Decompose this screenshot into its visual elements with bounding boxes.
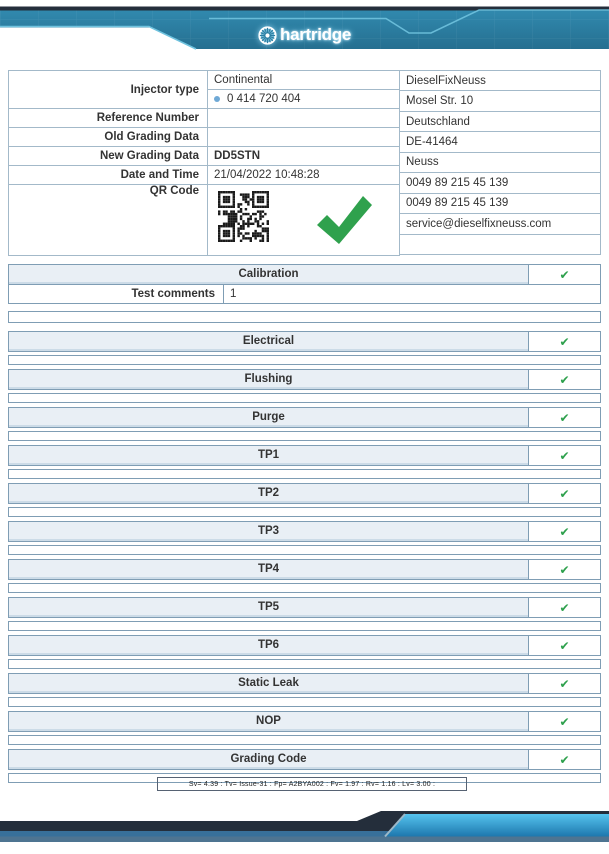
section-nop (8, 711, 601, 732)
section-spacer-strip (8, 659, 601, 669)
table-row (400, 152, 601, 172)
section-spacer-strip (8, 393, 601, 403)
injector-part-value: 0 414 720 404 (227, 93, 301, 105)
section-title: Purge (9, 408, 529, 427)
new-grading-value: DD5STN (208, 147, 400, 166)
datetime-value: 21/04/2022 10:48:28 (208, 166, 400, 185)
check-icon: ✔ (559, 676, 570, 691)
wheel-icon (258, 26, 277, 45)
section-title: Grading Code (9, 750, 529, 769)
section-tp2 (8, 483, 601, 504)
section-title: NOP (9, 712, 529, 731)
customer-info-table (400, 70, 601, 255)
check-icon: ✔ (559, 267, 570, 282)
section-title: TP4 (9, 560, 529, 579)
table-row (9, 147, 400, 166)
section-title: Calibration (9, 265, 529, 284)
table-row (400, 91, 601, 111)
table-row (9, 71, 400, 90)
check-icon: ✔ (559, 638, 570, 653)
section-tp3 (8, 521, 601, 542)
section-spacer-strip (8, 621, 601, 631)
check-icon: ✔ (559, 448, 570, 463)
brand-text: hartridge (280, 25, 351, 44)
bullet-dot-icon (214, 96, 220, 102)
table-row (400, 132, 601, 152)
section-title: TP1 (9, 446, 529, 465)
brand-logo (0, 25, 609, 45)
test-comments-row (9, 284, 600, 303)
section-spacer-strip (8, 735, 601, 745)
table-row (9, 128, 400, 147)
customer-phone-2: 0049 89 215 45 139 (400, 193, 601, 213)
table-row (400, 71, 601, 91)
section-title: TP2 (9, 484, 529, 503)
section-spacer-strip (8, 431, 601, 441)
check-icon: ✔ (559, 562, 570, 577)
section-static-leak (8, 673, 601, 694)
test-sections (8, 264, 601, 787)
check-icon: ✔ (559, 752, 570, 767)
customer-phone-1: 0049 89 215 45 139 (400, 173, 601, 193)
bottom-banner-graphic (0, 800, 609, 849)
test-comments-value: 1 (230, 288, 237, 300)
qr-code-label: QR Code (9, 185, 208, 256)
check-icon: ✔ (559, 372, 570, 387)
section-title: TP3 (9, 522, 529, 541)
injector-info-table (8, 70, 601, 255)
table-row (400, 234, 601, 255)
section-spacer-strip (8, 355, 601, 365)
section-spacer-strip (8, 311, 601, 323)
section-spacer-strip (8, 583, 601, 593)
section-title: TP5 (9, 598, 529, 617)
section-spacer-strip (8, 507, 601, 517)
section-spacer-strip (8, 469, 601, 479)
injector-info-left (8, 70, 400, 256)
check-icon: ✔ (559, 714, 570, 729)
customer-street: Mosel Str. 10 (400, 91, 601, 111)
check-icon: ✔ (559, 334, 570, 349)
section-purge (8, 407, 601, 428)
customer-postcode: DE-41464 (400, 132, 601, 152)
section-title: Static Leak (9, 674, 529, 693)
reference-number-label: Reference Number (9, 109, 208, 128)
bottom-banner (0, 800, 609, 849)
section-tp1 (8, 445, 601, 466)
section-flushing (8, 369, 601, 390)
check-icon: ✔ (559, 486, 570, 501)
table-row (400, 173, 601, 193)
table-row (400, 214, 601, 234)
table-row (400, 193, 601, 213)
top-banner (0, 0, 609, 57)
footer-version-line: Sv= 4.39 : Tv= Issue-31 : Fp= A2BYA002 : Fv= 1.97 : Rv= 1.16 : Lv= 3.00 : (157, 777, 467, 791)
datetime-label: Date and Time (9, 166, 208, 185)
customer-email: service@dieselfixneuss.com (400, 214, 601, 234)
overall-pass-check-icon (313, 193, 375, 247)
section-electrical (8, 331, 601, 352)
qr-code (218, 191, 269, 242)
table-row (400, 111, 601, 131)
section-title: Flushing (9, 370, 529, 389)
customer-city: Neuss (400, 152, 601, 172)
section-spacer-strip (8, 545, 601, 555)
table-row (9, 185, 400, 256)
customer-filler-cell (400, 234, 601, 255)
test-comments-label: Test comments (9, 285, 224, 303)
check-icon: ✔ (559, 600, 570, 615)
table-row (9, 109, 400, 128)
section-tp5 (8, 597, 601, 618)
customer-name: DieselFixNeuss (400, 71, 601, 91)
check-icon: ✔ (559, 524, 570, 539)
injector-type-label: Injector type (9, 71, 208, 109)
section-grading-code (8, 749, 601, 770)
injector-make-value: Continental (208, 71, 400, 90)
section-spacer-strip (8, 697, 601, 707)
new-grading-label: New Grading Data (9, 147, 208, 166)
table-row (9, 166, 400, 185)
reference-number-value (208, 109, 400, 128)
section-title: Electrical (9, 332, 529, 351)
section-tp6 (8, 635, 601, 656)
old-grading-value (208, 128, 400, 147)
check-icon: ✔ (559, 410, 570, 425)
section-calibration (8, 264, 601, 304)
old-grading-label: Old Grading Data (9, 128, 208, 147)
section-tp4 (8, 559, 601, 580)
customer-country: Deutschland (400, 111, 601, 131)
section-title: TP6 (9, 636, 529, 655)
